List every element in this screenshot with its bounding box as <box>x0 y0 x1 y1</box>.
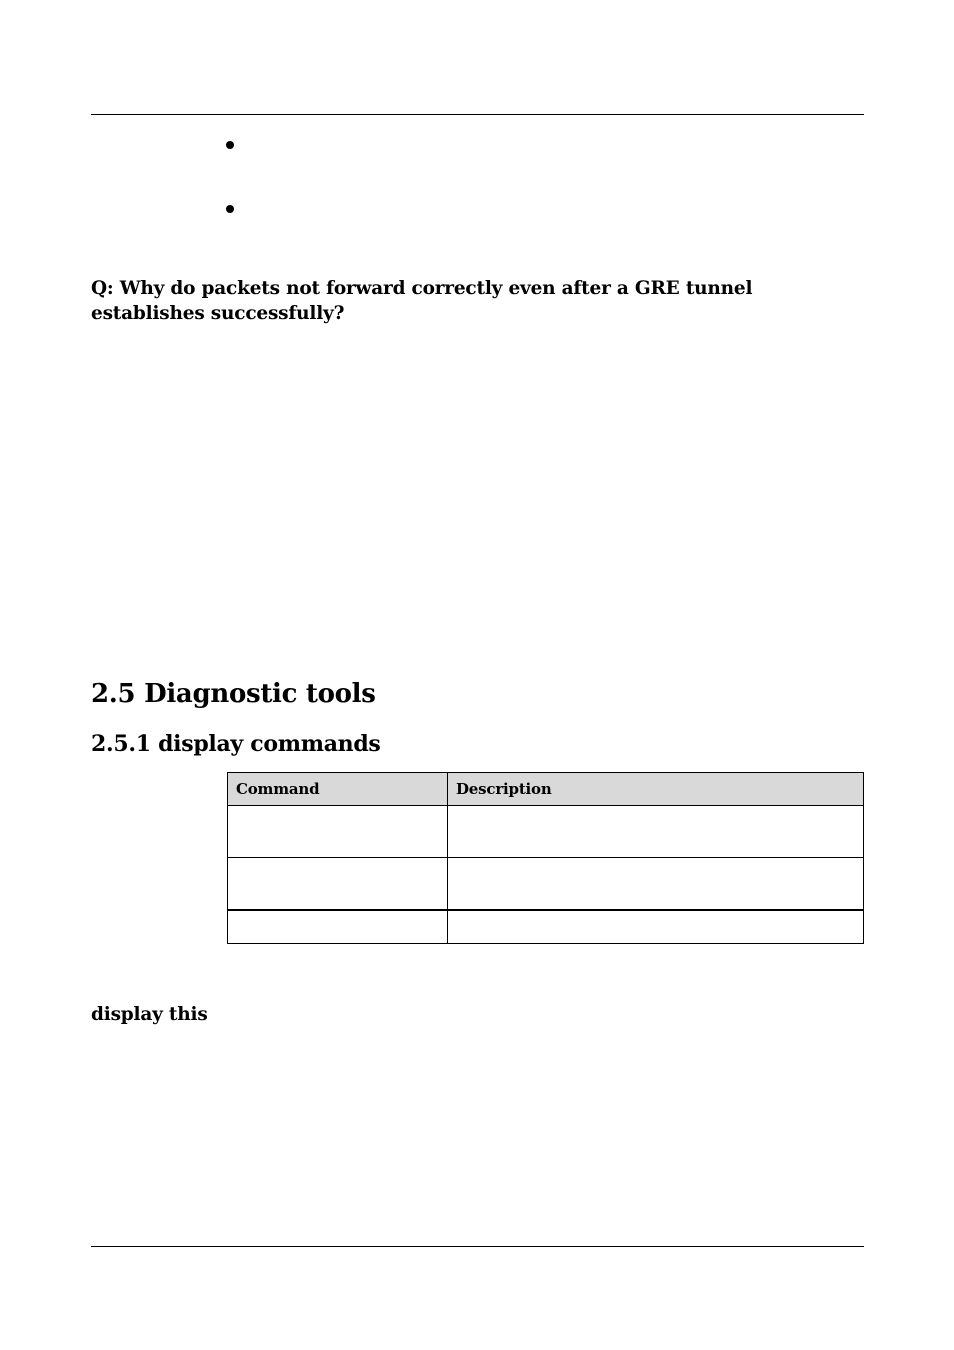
table-row <box>228 858 864 911</box>
footer-rule <box>91 1246 864 1247</box>
table-cell-command <box>228 910 448 944</box>
column-header-command: Command <box>228 773 448 806</box>
display-commands-table <box>227 772 864 944</box>
table-cell-description <box>448 910 864 944</box>
table-header-row <box>228 773 864 806</box>
table-row <box>228 806 864 858</box>
table-cell-command <box>228 858 448 911</box>
faq-question: Q: Why do packets not forward correctly even after a GRE tunnel establishes successfully? <box>91 278 753 324</box>
table-row <box>228 910 864 944</box>
bullet-point <box>226 141 234 149</box>
header-rule <box>91 114 864 115</box>
table-cell-description <box>448 806 864 858</box>
section-heading: 2.5 Diagnostic tools <box>91 679 376 709</box>
table-cell-description <box>448 858 864 911</box>
display-this-heading: display this <box>91 1004 208 1025</box>
subsection-heading: 2.5.1 display commands <box>91 731 381 757</box>
column-header-description: Description <box>448 773 864 806</box>
table-cell-command <box>228 806 448 858</box>
bullet-point <box>226 205 234 213</box>
